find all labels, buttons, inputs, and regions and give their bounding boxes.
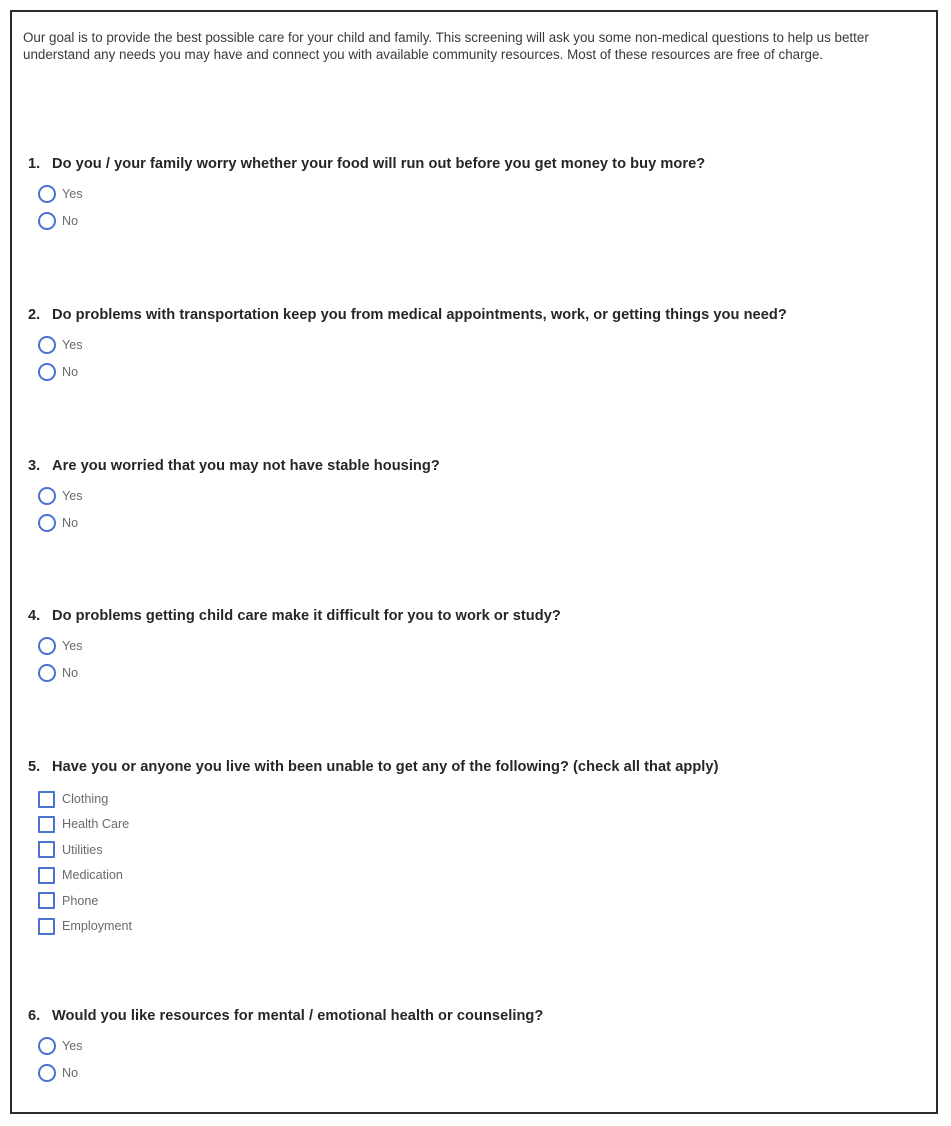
option-label: Clothing <box>62 792 109 806</box>
checkbox-option-medication[interactable] <box>38 865 123 885</box>
question-number: 1. <box>28 156 41 172</box>
option-label: Employment <box>62 919 132 933</box>
question-title <box>28 759 718 775</box>
option-label: Yes <box>62 187 83 201</box>
question-text: Have you or anyone you live with been unable to get any of the following? (check all that apply) <box>52 759 719 775</box>
option-label: Utilities <box>62 842 103 857</box>
radio-button[interactable] <box>38 514 56 532</box>
question-number: 4. <box>28 608 41 624</box>
option-label: Yes <box>62 489 83 503</box>
radio-button[interactable] <box>38 664 56 682</box>
question-title <box>28 1008 543 1024</box>
checkbox[interactable] <box>38 816 55 833</box>
radio-option-no[interactable] <box>38 1063 78 1083</box>
question-number: 5. <box>28 759 41 775</box>
radio-button[interactable] <box>38 185 56 203</box>
checkbox[interactable] <box>38 892 55 909</box>
option-label: Yes <box>62 639 83 653</box>
radio-option-no[interactable] <box>38 513 78 533</box>
radio-option-no[interactable] <box>38 663 78 683</box>
intro-text: Our goal is to provide the best possible care for your child and family. This screening will ask you some non-medical questions to help us better understand any needs you may have and connect you with available community resources. Most of these resources are free of charge. <box>23 30 869 62</box>
radio-option-no[interactable] <box>38 211 78 231</box>
question-text: Would you like resources for mental / emotional health or counseling? <box>52 1008 544 1024</box>
option-label: Yes <box>62 338 83 352</box>
radio-button[interactable] <box>38 363 56 381</box>
radio-option-no[interactable] <box>38 362 78 382</box>
question-title <box>28 458 440 474</box>
question-text: Do problems getting child care make it difficult for you to work or study? <box>52 608 561 624</box>
radio-option-yes[interactable] <box>38 486 83 506</box>
question-text: Do you / your family worry whether your food will run out before you get money to buy more? <box>52 156 706 172</box>
radio-option-yes[interactable] <box>38 184 83 204</box>
option-label: Health Care <box>62 817 130 832</box>
radio-button[interactable] <box>38 1037 56 1055</box>
checkbox-option-phone[interactable] <box>38 891 98 911</box>
radio-option-yes[interactable] <box>38 335 83 355</box>
option-label: No <box>62 365 79 379</box>
checkbox-option-health-care[interactable] <box>38 814 129 834</box>
question-text: Are you worried that you may not have stable housing? <box>52 458 440 474</box>
question-title <box>28 307 787 323</box>
question-title <box>28 156 705 172</box>
question-title <box>28 608 561 624</box>
question-number: 2. <box>28 307 41 323</box>
question-text: Do problems with transportation keep you from medical appointments, work, or getting things you need? <box>52 307 787 323</box>
checkbox-option-employment[interactable] <box>38 916 132 936</box>
radio-button[interactable] <box>38 1064 56 1082</box>
option-label: No <box>62 214 79 228</box>
option-label: No <box>62 516 79 530</box>
question-number: 3. <box>28 458 41 474</box>
option-label: No <box>62 1066 79 1080</box>
screening-form <box>10 10 938 1114</box>
checkbox-option-utilities[interactable] <box>38 840 103 860</box>
radio-button[interactable] <box>38 637 56 655</box>
checkbox[interactable] <box>38 918 55 935</box>
radio-button[interactable] <box>38 487 56 505</box>
checkbox-option-clothing[interactable] <box>38 789 108 809</box>
option-label: No <box>62 666 79 680</box>
checkbox[interactable] <box>38 791 55 808</box>
radio-button[interactable] <box>38 212 56 230</box>
radio-option-yes[interactable] <box>38 636 83 656</box>
radio-button[interactable] <box>38 336 56 354</box>
question-number: 6. <box>28 1008 41 1024</box>
radio-option-yes[interactable] <box>38 1036 83 1056</box>
option-label: Yes <box>62 1039 83 1053</box>
option-label: Phone <box>62 893 99 908</box>
option-label: Medication <box>62 868 123 883</box>
checkbox[interactable] <box>38 867 55 884</box>
checkbox[interactable] <box>38 841 55 858</box>
